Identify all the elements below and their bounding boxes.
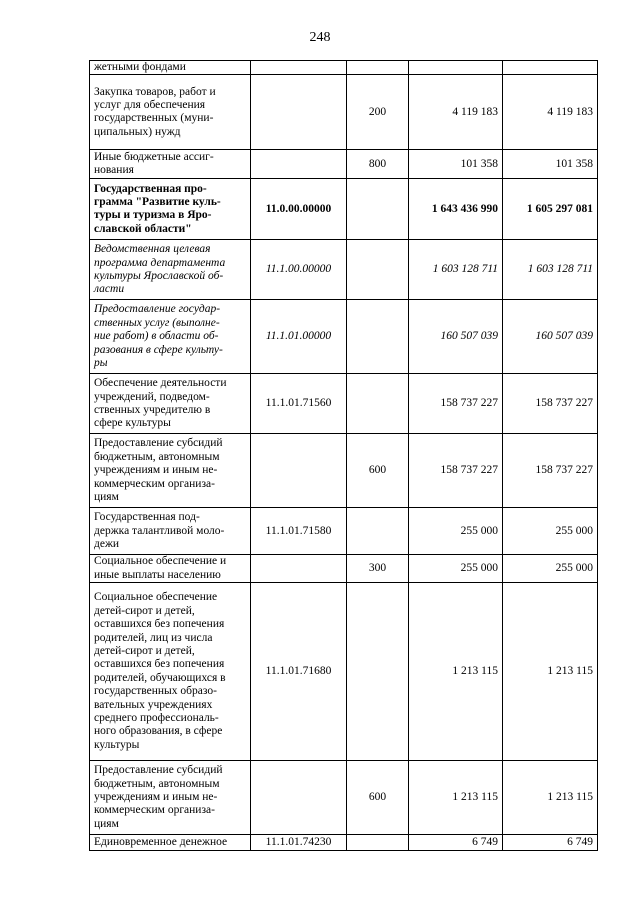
row-amount-2-cell: 1 603 128 711	[503, 240, 598, 300]
row-code-cell	[251, 75, 347, 150]
row-name-cell: Иные бюджетные ассиг- нования	[90, 150, 251, 179]
row-amount-2-cell: 1 213 115	[503, 583, 598, 761]
page-number: 248	[309, 30, 331, 45]
table-row	[90, 508, 598, 555]
row-type-cell	[347, 835, 409, 851]
row-name-cell: Обеспечение деятельности учреждений, подведом- ственных учредителю в сфере культуры	[90, 374, 251, 434]
row-amount-2-cell: 6 749	[503, 835, 598, 851]
row-type-cell: 300	[347, 555, 409, 583]
row-code-cell: 11.1.01.74230	[251, 835, 347, 851]
row-code-cell: 11.1.00.00000	[251, 240, 347, 300]
row-amount-2-cell: 255 000	[503, 508, 598, 555]
row-type-cell: 600	[347, 761, 409, 835]
row-name-cell: жетными фондами	[90, 61, 251, 75]
row-name-cell: Социальное обеспечение и иные выплаты населению	[90, 555, 251, 583]
table-row	[90, 179, 598, 240]
row-amount-1-cell: 158 737 227	[409, 434, 503, 508]
table-row	[90, 300, 598, 374]
table-row	[90, 240, 598, 300]
row-code-cell	[251, 61, 347, 75]
row-name-cell: Государственная про- грамма "Развитие куль- туры и туризма в Яро- славской области"	[90, 179, 251, 240]
row-amount-1-cell	[409, 61, 503, 75]
row-type-cell: 800	[347, 150, 409, 179]
table-row	[90, 761, 598, 835]
table-row	[90, 61, 598, 75]
row-code-cell	[251, 150, 347, 179]
row-code-cell: 11.1.01.71560	[251, 374, 347, 434]
table-row	[90, 835, 598, 851]
row-code-cell: 11.1.01.71680	[251, 583, 347, 761]
row-type-cell	[347, 300, 409, 374]
row-name-cell: Предоставление государ- ственных услуг (выполне- ние работ) в области об- разования в сфере культу- ры	[90, 300, 251, 374]
row-type-cell: 200	[347, 75, 409, 150]
row-type-cell	[347, 508, 409, 555]
row-amount-2-cell: 1 213 115	[503, 761, 598, 835]
table-row	[90, 150, 598, 179]
row-name-cell: Социальное обеспечение детей-сирот и детей, оставшихся без попечения родителей, лиц из числа детей-сирот и детей, оставшихся без попечения родителей, обучающихся в государственных образо- вательных учреждениях среднего профессиональ- ного образования, в сфере культуры	[90, 583, 251, 761]
row-name-cell: Закупка товаров, работ и услуг для обеспечения государственных (муни- ципальных) нужд	[90, 75, 251, 150]
row-name-cell: Предоставление субсидий бюджетным, автономным учреждениям и иным не- коммерческим организа- циям	[90, 761, 251, 835]
row-type-cell	[347, 374, 409, 434]
row-amount-1-cell: 158 737 227	[409, 374, 503, 434]
row-code-cell	[251, 555, 347, 583]
row-amount-2-cell: 158 737 227	[503, 374, 598, 434]
row-type-cell	[347, 583, 409, 761]
row-amount-2-cell	[503, 61, 598, 75]
budget-table	[89, 60, 598, 851]
row-amount-1-cell: 1 643 436 990	[409, 179, 503, 240]
row-amount-2-cell: 4 119 183	[503, 75, 598, 150]
table-row	[90, 75, 598, 150]
row-type-cell: 600	[347, 434, 409, 508]
row-amount-1-cell: 255 000	[409, 555, 503, 583]
row-amount-1-cell: 1 213 115	[409, 583, 503, 761]
row-code-cell: 11.0.00.00000	[251, 179, 347, 240]
row-name-cell: Предоставление субсидий бюджетным, автономным учреждениям и иным не- коммерческим организа- циям	[90, 434, 251, 508]
row-type-cell	[347, 179, 409, 240]
row-amount-1-cell: 255 000	[409, 508, 503, 555]
row-code-cell	[251, 761, 347, 835]
row-amount-2-cell: 158 737 227	[503, 434, 598, 508]
row-amount-1-cell: 1 603 128 711	[409, 240, 503, 300]
table-row	[90, 555, 598, 583]
row-amount-2-cell: 1 605 297 081	[503, 179, 598, 240]
row-amount-2-cell: 160 507 039	[503, 300, 598, 374]
row-name-cell: Единовременное денежное	[90, 835, 251, 851]
row-amount-1-cell: 4 119 183	[409, 75, 503, 150]
row-code-cell: 11.1.01.71580	[251, 508, 347, 555]
row-name-cell: Ведомственная целевая программа департамента культуры Ярославской об- ласти	[90, 240, 251, 300]
row-amount-2-cell: 255 000	[503, 555, 598, 583]
table-row	[90, 374, 598, 434]
row-type-cell	[347, 61, 409, 75]
row-amount-1-cell: 6 749	[409, 835, 503, 851]
row-amount-1-cell: 101 358	[409, 150, 503, 179]
row-amount-2-cell: 101 358	[503, 150, 598, 179]
row-type-cell	[347, 240, 409, 300]
row-code-cell: 11.1.01.00000	[251, 300, 347, 374]
row-amount-1-cell: 1 213 115	[409, 761, 503, 835]
table-row	[90, 583, 598, 761]
row-amount-1-cell: 160 507 039	[409, 300, 503, 374]
row-code-cell	[251, 434, 347, 508]
table-row	[90, 434, 598, 508]
row-name-cell: Государственная под- держка талантливой моло- дежи	[90, 508, 251, 555]
